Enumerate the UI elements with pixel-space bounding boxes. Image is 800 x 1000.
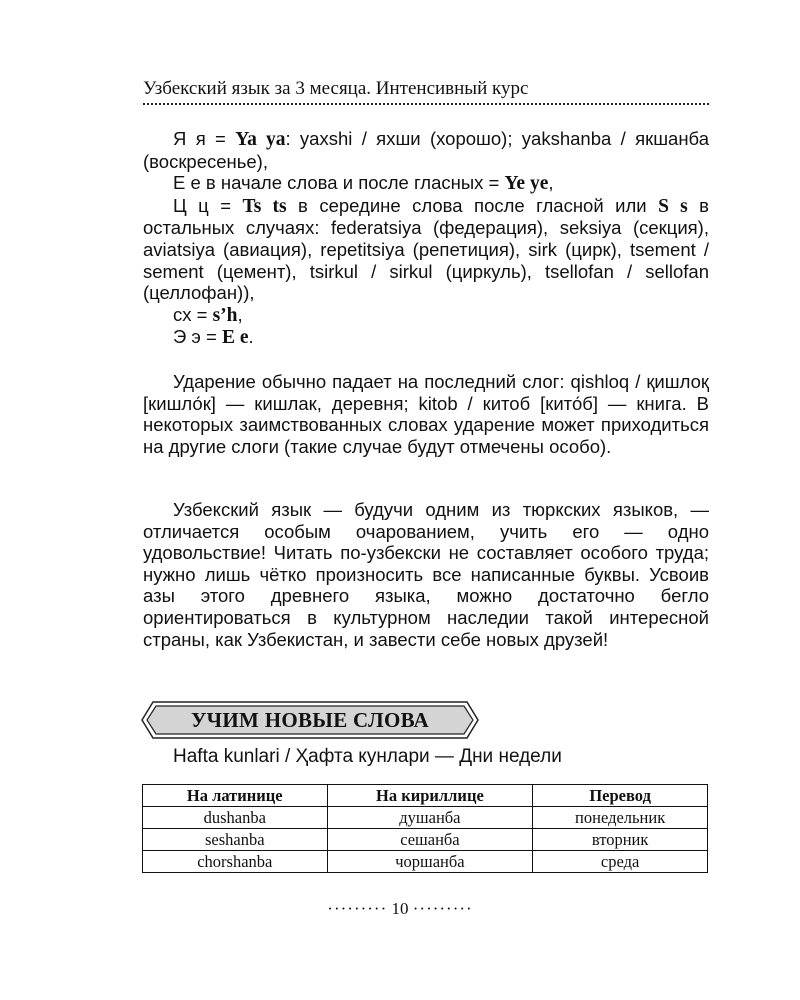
page-folio: [0, 898, 800, 920]
intro-text: Узбекский язык — будучи одним из тюркских языков, — отличается особым очарованием, учить его — одно удовольствие! Читать по-узбекски не составляет особого труда; нужно лишь чётко произносить все написанные буквы. Усвоив азы этого древнего языка, можно достаточно бегло ориентироваться в культурном наследии такой интересной страны, как Узбекистан, и завести себе новых друзей!: [143, 499, 709, 650]
folio-dots-left: ·········: [327, 899, 388, 918]
note-e: Э э = E e.: [173, 326, 254, 349]
intro-paragraph: [143, 499, 709, 650]
note-ye: Е е в начале слова и после гласных = Ye ye,: [173, 172, 554, 195]
note-ya: Я я = Ya ya: yaxshi / яхши (хорошо); yakshanba / якшанба (воскресенье),: [143, 128, 710, 172]
running-head: Узбекский язык за 3 месяца. Интенсивный курс: [143, 78, 529, 99]
col-translation-header: Перевод: [533, 785, 708, 807]
folio-dots-right: ·········: [412, 899, 473, 918]
cell-cyrillic: душанба: [327, 807, 533, 829]
cell-latin: seshanba: [143, 829, 328, 851]
cell-latin: dushanba: [143, 807, 328, 829]
stress-text: Ударение обычно падает на последний слог: qishloq / қишлоқ [кишло́к] — кишлак, деревня; kitob / китоб [кито́б] — книга. В некоторых заимствованных словах ударение может приходиться на другие слоги (такие случае будут отмечены особо).: [143, 371, 709, 457]
stress-paragraph: [143, 371, 709, 457]
table-row: [143, 829, 708, 851]
col-cyrillic-header: На кириллице: [327, 785, 533, 807]
alphabet-notes: [143, 128, 709, 349]
table-row: [143, 807, 708, 829]
note-ts: Ц ц = Ts ts в середине слова после гласной или S s в остальных случаях: federatsiya (федерация), seksiya (секция), aviatsiya (авиация), repetitsiya (репетиция), sirk (цирк), tsement / sement (цемент), tsirkul / sirkul (циркуль), tsellofan / sellofan (целлофан)),: [143, 194, 710, 304]
section-banner: [141, 701, 479, 739]
cell-cyrillic: сешанба: [327, 829, 533, 851]
header-dotted-rule: [143, 103, 709, 105]
note-sh: сх = s’h,: [173, 303, 243, 326]
section-subtitle: Hafta kunlari / Ҳафта кунлари — Дни недели: [173, 746, 562, 767]
vocab-table: [142, 784, 708, 873]
cell-translation: вторник: [533, 829, 708, 851]
page-number: 10: [391, 899, 409, 918]
cell-translation: среда: [533, 851, 708, 873]
cell-cyrillic: чоршанба: [327, 851, 533, 873]
table-row: [143, 851, 708, 873]
table-header-row: [143, 785, 708, 807]
col-latin-header: На латинице: [143, 785, 328, 807]
section-title: УЧИМ НОВЫЕ СЛОВА: [190, 708, 430, 732]
cell-latin: chorshanba: [143, 851, 328, 873]
cell-translation: понедельник: [533, 807, 708, 829]
